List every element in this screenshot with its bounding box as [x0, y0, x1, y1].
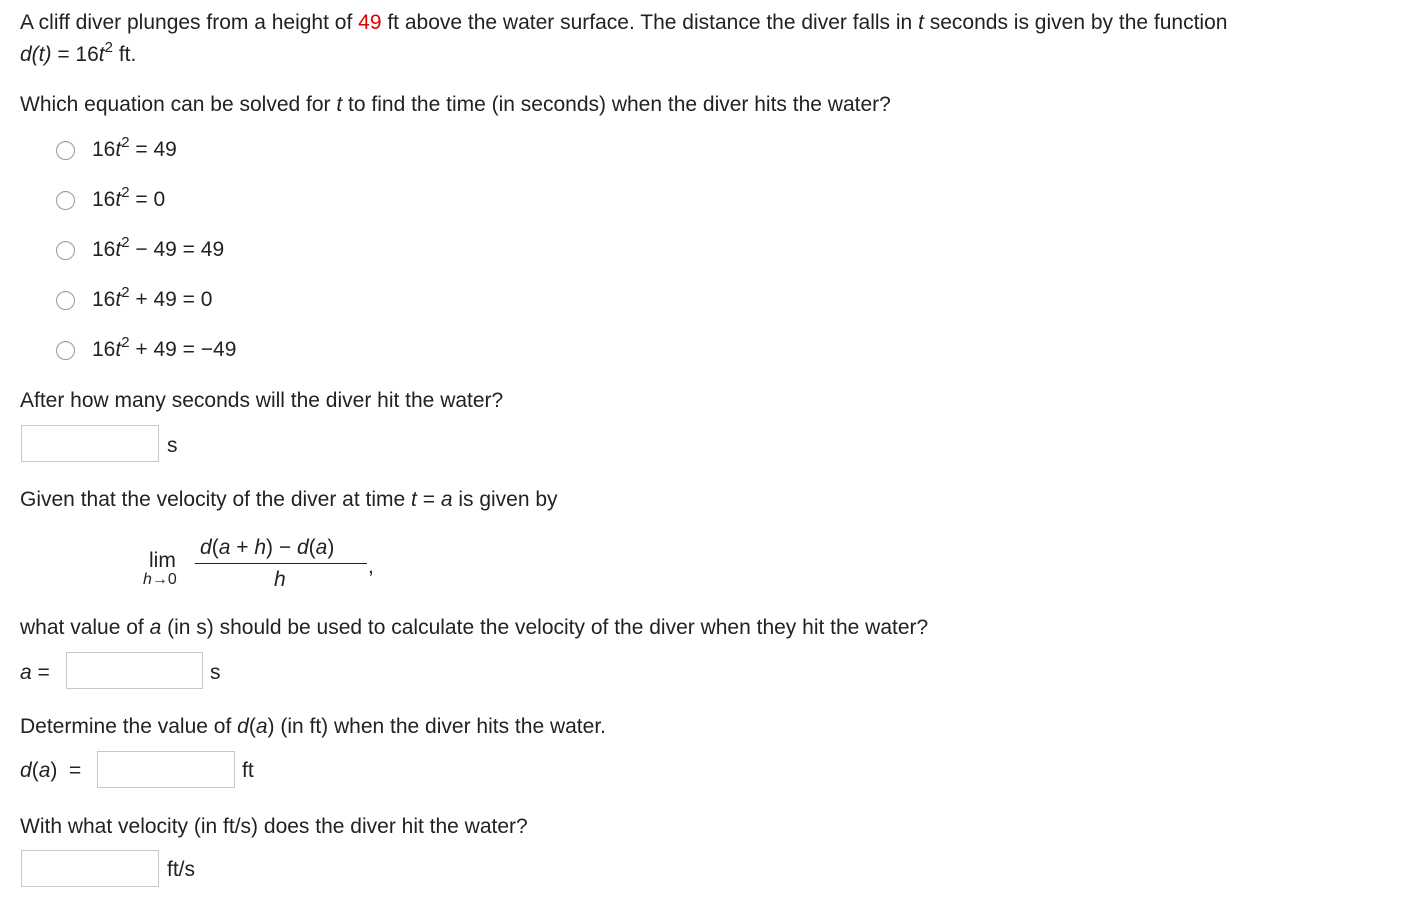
option-1-radio[interactable]	[56, 141, 75, 160]
velocity-unit: ft/s	[167, 858, 196, 881]
variable-t: t	[115, 238, 122, 261]
variable-d: d	[200, 536, 212, 559]
equation-rest: = 0	[129, 188, 166, 211]
prompt-text: (in s) should be used to calculate the velocity of the diver when they hit the water?	[161, 616, 929, 639]
variable-d: d	[296, 536, 309, 559]
coef: 16	[92, 338, 116, 361]
prompt-text: =	[416, 488, 441, 511]
seconds-unit: s	[167, 434, 178, 457]
distance-unit: ft	[242, 759, 254, 782]
height-value: 49	[358, 11, 382, 34]
equation-rest: + 49 = 0	[129, 288, 213, 311]
prompt-text: Given that the velocity of the diver at time	[20, 488, 412, 511]
prompt-text: is given by	[452, 488, 558, 511]
a-unit: s	[210, 661, 221, 684]
exponent: 2	[121, 184, 130, 201]
question-3-followup	[20, 617, 928, 638]
equals: ) =	[50, 759, 82, 782]
paren: ) −	[266, 536, 297, 559]
seconds-answer-input[interactable]	[21, 425, 159, 462]
option-5-label[interactable]	[92, 334, 237, 361]
coef: 16	[92, 138, 116, 161]
variable-d: d	[20, 759, 32, 782]
fraction-numerator	[200, 537, 334, 558]
variable-t: t	[115, 338, 122, 361]
problem-text: ft above the water surface. The distance the diver falls in	[381, 11, 919, 34]
paren: (	[248, 715, 256, 738]
a-input-label	[20, 662, 50, 683]
equation-rest: = 49	[129, 138, 177, 161]
option-2-label[interactable]	[92, 184, 166, 211]
variable-t: t	[98, 43, 105, 66]
coef: 16	[92, 238, 116, 261]
prompt-text: what value of	[20, 616, 150, 639]
variable-t: t	[411, 488, 417, 511]
function-unit: ft.	[112, 43, 137, 66]
variable-a: a	[218, 536, 231, 559]
prompt-text: Determine the value of	[20, 715, 238, 738]
paren: )	[327, 536, 335, 559]
question-3-prompt	[20, 489, 558, 510]
fraction-bar	[195, 563, 367, 564]
question-5-prompt: With what velocity (in ft/s) does the diver hit the water?	[20, 815, 528, 838]
variable-h: h	[143, 571, 152, 588]
equals: =	[31, 661, 50, 684]
option-2-radio[interactable]	[56, 191, 75, 210]
option-4-radio[interactable]	[56, 291, 75, 310]
exponent: 2	[121, 284, 130, 301]
paren: (	[308, 536, 316, 559]
variable-a: a	[440, 488, 453, 511]
distance-input[interactable]	[97, 751, 235, 788]
variable-d: d	[237, 715, 249, 738]
limit-approach: →0	[151, 571, 177, 588]
problem-text: seconds is given by the function	[923, 11, 1228, 34]
option-3-label[interactable]	[92, 234, 225, 261]
exponent: 2	[104, 39, 113, 56]
variable-a: a	[20, 661, 32, 684]
equation-rest: − 49 = 49	[129, 238, 225, 261]
variable-t: t	[115, 138, 122, 161]
variable-a: a	[315, 536, 328, 559]
operator: +	[230, 536, 255, 559]
paren: (	[31, 759, 39, 782]
variable-t: t	[115, 188, 122, 211]
variable-h: h	[254, 536, 266, 559]
coef: 16	[92, 188, 116, 211]
exponent: 2	[121, 334, 130, 351]
problem-statement	[20, 12, 1227, 33]
trailing-comma: ,	[368, 555, 374, 578]
variable-t: t	[336, 93, 343, 116]
function-lhs: d(t)	[20, 43, 52, 66]
question-1-prompt	[20, 94, 891, 115]
fraction-denominator: h	[274, 568, 286, 591]
limit-label: lim	[149, 549, 176, 572]
variable-a: a	[38, 759, 51, 782]
a-value-input[interactable]	[66, 652, 203, 689]
paren: (	[211, 536, 219, 559]
question-4-prompt	[20, 716, 606, 737]
velocity-input[interactable]	[21, 850, 159, 887]
coef: 16	[92, 288, 116, 311]
option-5-radio[interactable]	[56, 341, 75, 360]
function-definition	[20, 39, 137, 66]
variable-a: a	[149, 616, 162, 639]
prompt-text: to find the time (in seconds) when the diver hits the water?	[342, 93, 891, 116]
variable-t: t	[115, 288, 122, 311]
problem-text: A cliff diver plunges from a height of	[20, 11, 359, 34]
option-1-label[interactable]	[92, 134, 177, 161]
prompt-text: ) (in ft) when the diver hits the water.	[267, 715, 606, 738]
equation-rest: + 49 = −49	[129, 338, 237, 361]
limit-subscript	[143, 572, 177, 588]
variable-a: a	[255, 715, 268, 738]
option-4-label[interactable]	[92, 284, 213, 311]
exponent: 2	[121, 134, 130, 151]
d-input-label	[20, 760, 81, 781]
prompt-text: Which equation can be solved for	[20, 93, 337, 116]
question-2-prompt: After how many seconds will the diver hit the water?	[20, 389, 504, 412]
option-3-radio[interactable]	[56, 241, 75, 260]
exponent: 2	[121, 234, 130, 251]
variable-t: t	[918, 11, 924, 34]
function-eq: = 16	[51, 43, 99, 66]
